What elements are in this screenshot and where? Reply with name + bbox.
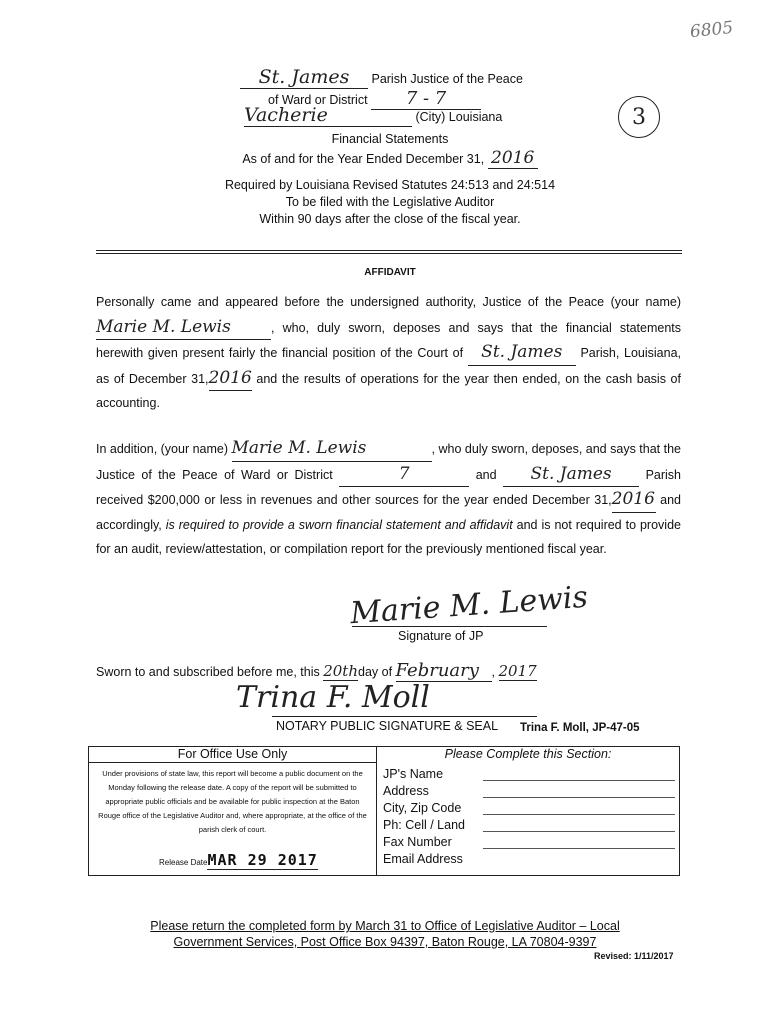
- title-line1: Financial Statements: [331, 132, 449, 146]
- complete-field-label: JP's Name: [383, 767, 444, 781]
- complete-field-row: [383, 781, 679, 798]
- circled-number-text: 3: [632, 104, 646, 130]
- complete-field-label: City, Zip Code: [383, 801, 462, 815]
- release-date-label: Release Date: [159, 858, 208, 867]
- ward-handwritten: 7 - 7: [371, 88, 481, 110]
- circled-number: [618, 96, 660, 138]
- notary-signature: Trina F. Moll: [236, 680, 430, 715]
- ward-label: of Ward or District: [268, 93, 368, 107]
- office-use-text: Under provisions of state law, this report will become a public document on the Monday following the release date. A copy of the report will be submitted to appropriate public officials and be available for public inspection at the Baton Rouge office of the Legislative Auditor and, where appropriate, at the office of the parish clerk of court.: [98, 769, 367, 834]
- complete-field-blank[interactable]: [483, 768, 675, 781]
- office-use-title: For Office Use Only: [89, 747, 376, 763]
- field-list: [377, 762, 679, 866]
- p2-text-3: and: [475, 467, 497, 482]
- p1-text-3: Parish, Louisiana, as of December 31,: [96, 346, 682, 386]
- notary-stamp: Trina F. Moll, JP-47-05: [520, 722, 640, 734]
- complete-field-label: Address: [383, 784, 429, 798]
- p1-text-1: Personally came and appeared before the undersigned authority, Justice of the Peace (your name): [96, 295, 681, 309]
- sworn-text-2: day of: [358, 665, 393, 679]
- footer-line2: Government Services, Post Office Box 94397, Baton Rouge, LA 70804-9397: [173, 935, 597, 949]
- title-year-handwritten: 2016: [488, 148, 538, 169]
- p2-text-6: is required to provide a sworn financial statement and affidavit: [165, 517, 513, 532]
- p2-district: 7: [339, 462, 469, 488]
- parish-handwritten: St. James: [240, 66, 368, 89]
- p1-year: 2016: [209, 366, 252, 392]
- complete-field-blank[interactable]: [483, 785, 675, 798]
- affidavit-paragraph-2: [96, 436, 681, 562]
- city-label: (City) Louisiana: [415, 110, 503, 124]
- title-line2: [190, 148, 590, 169]
- complete-field-label: Email Address: [383, 852, 463, 866]
- affidavit-paragraph-1: [96, 290, 681, 416]
- jp-signature-line: [352, 626, 547, 627]
- complete-field-row: [383, 832, 679, 849]
- sworn-day: 20th: [323, 662, 358, 680]
- affidavit-heading: AFFIDAVIT: [364, 267, 416, 278]
- header-city-line: [244, 104, 502, 127]
- footer-line1: Please return the completed form by March 31 to Office of Legislative Auditor – Local: [150, 919, 620, 933]
- statute-line3: Within 90 days after the close of the fiscal year.: [259, 212, 521, 226]
- notary-label: NOTARY PUBLIC SIGNATURE & SEAL: [276, 719, 499, 733]
- complete-field-blank[interactable]: [483, 819, 675, 832]
- jp-signature: Marie M. Lewis: [349, 579, 589, 632]
- parish-label: Parish Justice of the Peace: [371, 72, 523, 86]
- sworn-text-1: Sworn to and subscribed before me, this: [96, 665, 320, 679]
- p2-text-4: Parish received $200,000 or less in revenues and other sources for the year ended December 31,: [96, 467, 681, 507]
- p2-year: 2016: [612, 487, 656, 513]
- p1-parish: St. James: [468, 340, 576, 366]
- p2-text-5: and accordingly,: [96, 493, 681, 532]
- p1-text-2: , who, duly sworn, deposes and says that the financial statements herewith given present fairly the financial position of the Court of: [96, 320, 681, 360]
- office-use-table: [88, 746, 680, 876]
- p1-text-4: and the results of operations for the year then ended, on the cash basis of accounting.: [96, 371, 681, 410]
- p2-jp-name: Marie M. Lewis: [232, 436, 432, 462]
- complete-field-label: Fax Number: [383, 835, 452, 849]
- release-date-row: [159, 851, 318, 870]
- statute-line1: Required by Louisiana Revised Statutes 24:513 and 24:514: [224, 178, 556, 192]
- p2-text-7: and is not required to provide for an audit, review/attestation, or compilation report for the previously mentioned fiscal year.: [96, 517, 681, 556]
- p2-text-2: , who duly sworn, deposes, and says that the Justice of the Peace of Ward or District: [96, 442, 681, 482]
- complete-field-row: [383, 849, 679, 866]
- notary-signature-line: [272, 716, 537, 717]
- complete-field-row: [383, 764, 679, 781]
- complete-field-row: [383, 815, 679, 832]
- p2-parish: St. James: [503, 462, 639, 488]
- complete-field-blank[interactable]: [483, 802, 675, 815]
- office-use-cell: [89, 747, 377, 876]
- corner-number: 6805: [689, 17, 735, 43]
- jp-signature-label: Signature of JP: [398, 629, 484, 643]
- complete-field-blank[interactable]: [483, 836, 675, 849]
- statute-line2: To be filed with the Legislative Auditor: [285, 195, 495, 209]
- revised-date: Revised: 1/11/2017: [594, 951, 674, 961]
- title-year-label: As of and for the Year Ended December 31,: [242, 152, 485, 166]
- header-divider: [96, 250, 682, 254]
- p2-text-1: In addition, (your name): [96, 442, 229, 456]
- sworn-line: Sworn to and subscribed before me, this 20thday of February , 2017: [96, 660, 537, 681]
- complete-field-row: [383, 798, 679, 815]
- city-handwritten: Vacherie: [244, 104, 412, 127]
- release-date-value: MAR 29 2017: [207, 851, 318, 869]
- p1-jp-name: Marie M. Lewis: [96, 315, 271, 341]
- header-parish-line: [240, 66, 523, 89]
- complete-section-title: Please Complete this Section:: [444, 747, 612, 761]
- sworn-month: February: [396, 660, 492, 682]
- sworn-year: 2017: [498, 662, 537, 680]
- complete-section-cell: [377, 747, 680, 876]
- complete-field-label: Ph: Cell / Land: [383, 818, 465, 832]
